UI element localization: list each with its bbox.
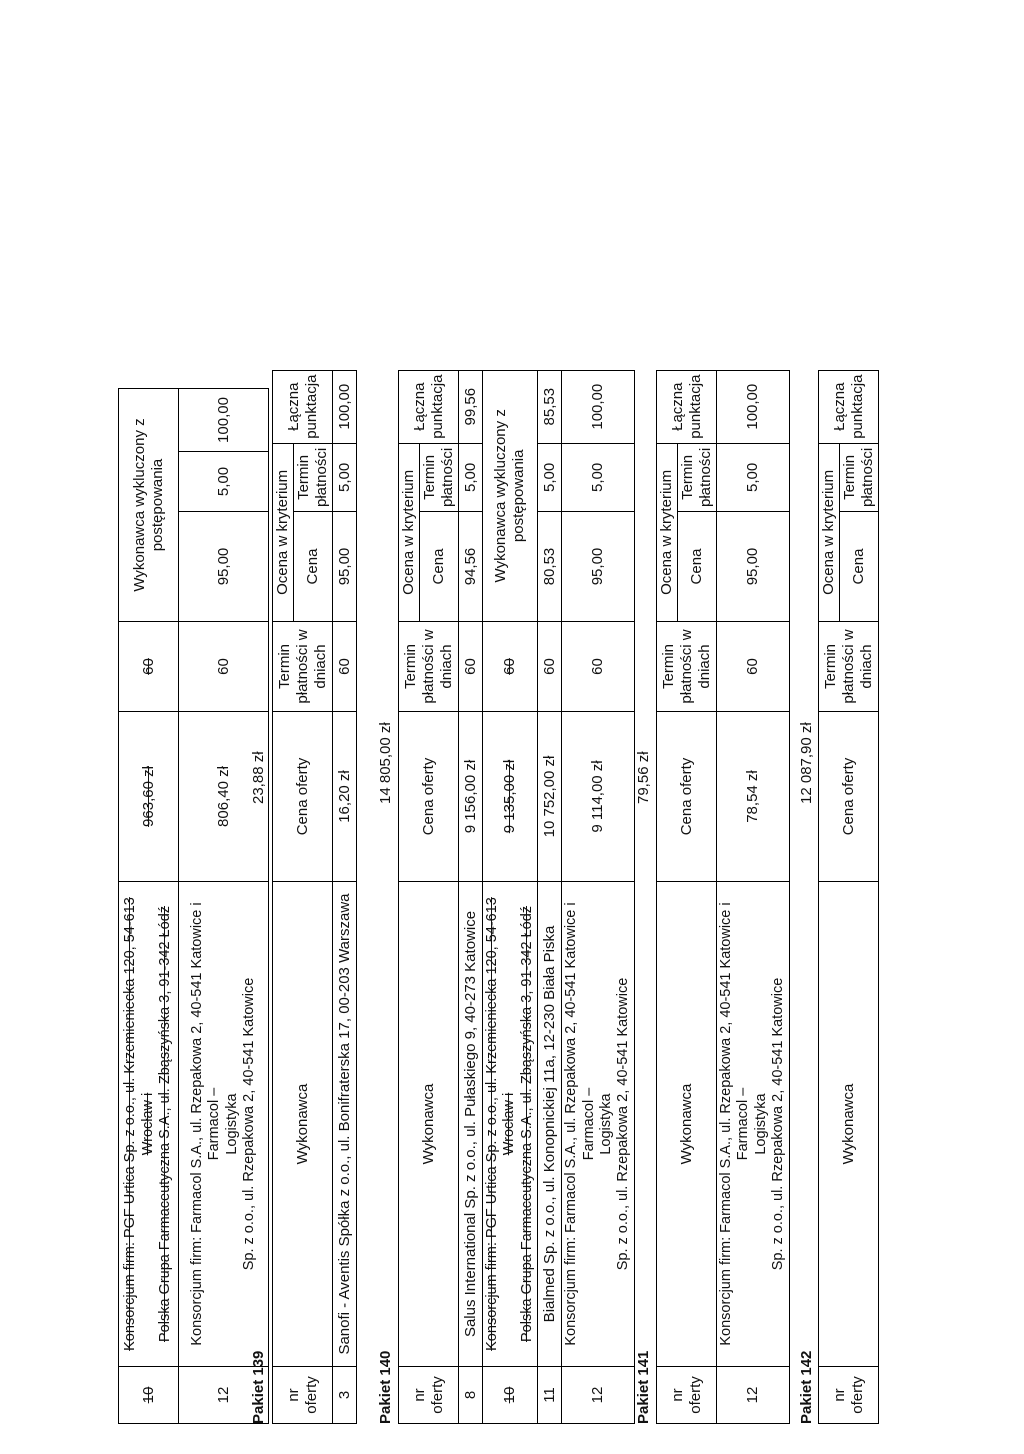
score-price: 94,56	[459, 512, 483, 622]
col-header-ocena: Ocena w kryterium	[399, 443, 420, 621]
col-header-wykonawca: Wykonawca	[657, 882, 717, 1367]
payment-term: 60	[119, 622, 179, 712]
package-title: Pakiet 142	[798, 1350, 815, 1424]
offer-number: 3	[333, 1367, 357, 1424]
payment-term: 60	[333, 622, 357, 712]
offer-number: 11	[538, 1367, 562, 1424]
col-header-laczna: Łączna punktacja	[819, 370, 879, 443]
score-price: 95,00	[333, 512, 357, 622]
package-140-table	[398, 370, 635, 1424]
offer-price: 16,20 zł	[333, 712, 357, 882]
table-row	[562, 370, 635, 1423]
col-header-termin: Termin płatności w dniach	[273, 622, 333, 712]
package-title: Pakiet 140	[377, 1350, 394, 1424]
table-row	[538, 370, 562, 1423]
col-header-nr: nr oferty	[273, 1367, 333, 1424]
score-price: 95,00	[562, 512, 635, 622]
col-header-ocena-cena: Cena	[840, 512, 879, 622]
table-row	[717, 370, 790, 1423]
offer-number: 12	[717, 1367, 790, 1424]
col-header-cena: Cena oferty	[399, 712, 459, 882]
score-term: 5,00	[717, 443, 790, 511]
col-header-ocena-cena: Cena	[678, 512, 717, 622]
col-header-laczna: Łączna punktacja	[273, 370, 333, 443]
package-title: Pakiet 139	[250, 1350, 267, 1424]
score-term: 5,00	[333, 443, 357, 511]
payment-term: 60	[538, 622, 562, 712]
col-header-ocena-termin: Termin płatności	[678, 443, 717, 511]
offer-price: 806,40 zł	[179, 712, 269, 882]
col-header-wykonawca: Wykonawca	[819, 882, 879, 1367]
col-header-wykonawca: Wykonawca	[399, 882, 459, 1367]
table-row	[483, 370, 538, 1423]
top-table	[118, 388, 269, 1424]
offer-price: 9 156,00 zł	[459, 712, 483, 882]
offer-number: 12	[562, 1367, 635, 1424]
offer-price: 963,60 zł	[119, 712, 179, 882]
col-header-nr: nr oferty	[657, 1367, 717, 1424]
col-header-ocena-cena: Cena	[420, 512, 459, 622]
col-header-cena: Cena oferty	[819, 712, 879, 882]
col-header-cena: Cena oferty	[657, 712, 717, 882]
excluded-note: Wykonawca wykluczony z postępowania	[483, 370, 538, 621]
offer-price: 9 114,00 zł	[562, 712, 635, 882]
contractor: Bialmed Sp. z o.o., ul. Konopnickiej 11a, 12-230 Biała Piska	[538, 882, 562, 1367]
offer-number: 12	[179, 1367, 269, 1424]
col-header-laczna: Łączna punktacja	[657, 370, 717, 443]
package-139-table	[272, 370, 357, 1424]
header-row	[657, 370, 678, 1423]
col-header-ocena: Ocena w kryterium	[273, 443, 294, 621]
col-header-ocena-termin: Termin płatności	[420, 443, 459, 511]
package-141-table	[656, 370, 790, 1424]
package-sum: 14 805,00 zł	[377, 722, 394, 804]
contractor: Konsorcjum firm: Farmacol S.A., ul. Rzepakowa 2, 40-541 Katowice i Farmacol – Logistyka Sp. z o.o., ul. Rzepakowa 2, 40-541 Katowice	[562, 882, 635, 1367]
contractor: Salus International Sp. z o.o., ul. Pułaskiego 9, 40-273 Katowice	[459, 882, 483, 1367]
score-price: 80,53	[538, 512, 562, 622]
contractor: Konsorcjum firm: Farmacol S.A., ul. Rzepakowa 2, 40-541 Katowice i Farmacol – Logistyka Sp. z o.o., ul. Rzepakowa 2, 40-541 Katowice	[717, 882, 790, 1367]
contractor: Konsorcjum firm: Farmacol S.A., ul. Rzepakowa 2, 40-541 Katowice i Farmacol – Logistyka Sp. z o.o., ul. Rzepakowa 2, 40-541 Katowice	[179, 882, 269, 1367]
col-header-nr: nr oferty	[399, 1367, 459, 1424]
col-header-termin: Termin płatności w dniach	[399, 622, 459, 712]
col-header-ocena-termin: Termin płatności	[294, 443, 333, 511]
payment-term: 60	[459, 622, 483, 712]
score-term: 5,00	[538, 443, 562, 511]
contractor: Sanofi - Aventis Spółka z o.o., ul. Bonifraterska 17, 00-203 Warszawa	[333, 882, 357, 1367]
total-score: 100,00	[562, 370, 635, 443]
col-header-ocena-cena: Cena	[294, 512, 333, 622]
contractor: Konsorcjum firm: PGF Urtica Sp. z o.o., ul. Krzemieniecka 120, 54-613 Wrocław i Polska Grupa Farmaceutyczna S.A., ul. Zbąszyńska 3, 91-342 Łódź	[119, 882, 179, 1367]
col-header-cena: Cena oferty	[273, 712, 333, 882]
table-row	[179, 389, 269, 1424]
offer-number: 8	[459, 1367, 483, 1424]
offer-number: 10	[119, 1367, 179, 1424]
col-header-ocena-termin: Termin płatności	[840, 443, 879, 511]
excluded-note: Wykonawca wykluczony z postępowania	[119, 389, 179, 622]
header-row	[399, 370, 420, 1423]
col-header-laczna: Łączna punktacja	[399, 370, 459, 443]
col-header-ocena: Ocena w kryterium	[819, 443, 840, 621]
total-score: 85,53	[538, 370, 562, 443]
payment-term: 60	[179, 622, 269, 712]
col-header-ocena: Ocena w kryterium	[657, 443, 678, 621]
payment-term: 60	[717, 622, 790, 712]
col-header-termin: Termin płatności w dniach	[819, 622, 879, 712]
contractor: Konsorcjum firm: PGF Urtica Sp. z o.o., ul. Krzemieniecka 120, 54-613 Wrocław i Polska Grupa Farmaceutyczna S.A., ul. Zbąszyńska 3, 91-342 Łódź	[483, 882, 538, 1367]
score-price: 95,00	[717, 512, 790, 622]
col-header-nr: nr oferty	[819, 1367, 879, 1424]
payment-term: 60	[483, 622, 538, 712]
col-header-wykonawca: Wykonawca	[273, 882, 333, 1367]
package-title: Pakiet 141	[635, 1350, 652, 1424]
offer-price: 10 752,00 zł	[538, 712, 562, 882]
header-row	[273, 370, 294, 1423]
score-term: 5,00	[179, 452, 269, 512]
offer-number: 10	[483, 1367, 538, 1424]
package-sum: 23,88 zł	[250, 751, 267, 804]
col-header-termin: Termin płatności w dniach	[657, 622, 717, 712]
offer-price: 78,54 zł	[717, 712, 790, 882]
package-sum: 12 087,90 zł	[798, 722, 815, 804]
payment-term: 60	[562, 622, 635, 712]
score-term: 5,00	[459, 443, 483, 511]
table-row	[333, 370, 357, 1423]
total-score: 100,00	[717, 370, 790, 443]
table-row	[119, 389, 179, 1424]
table-row	[459, 370, 483, 1423]
total-score: 100,00	[179, 389, 269, 452]
total-score: 100,00	[333, 370, 357, 443]
package-sum: 79,56 zł	[635, 751, 652, 804]
score-price: 95,00	[179, 512, 269, 622]
header-row	[819, 370, 840, 1423]
total-score: 99,56	[459, 370, 483, 443]
offer-price: 9 135,00 zł	[483, 712, 538, 882]
score-term: 5,00	[562, 443, 635, 511]
package-142-table	[818, 370, 879, 1424]
